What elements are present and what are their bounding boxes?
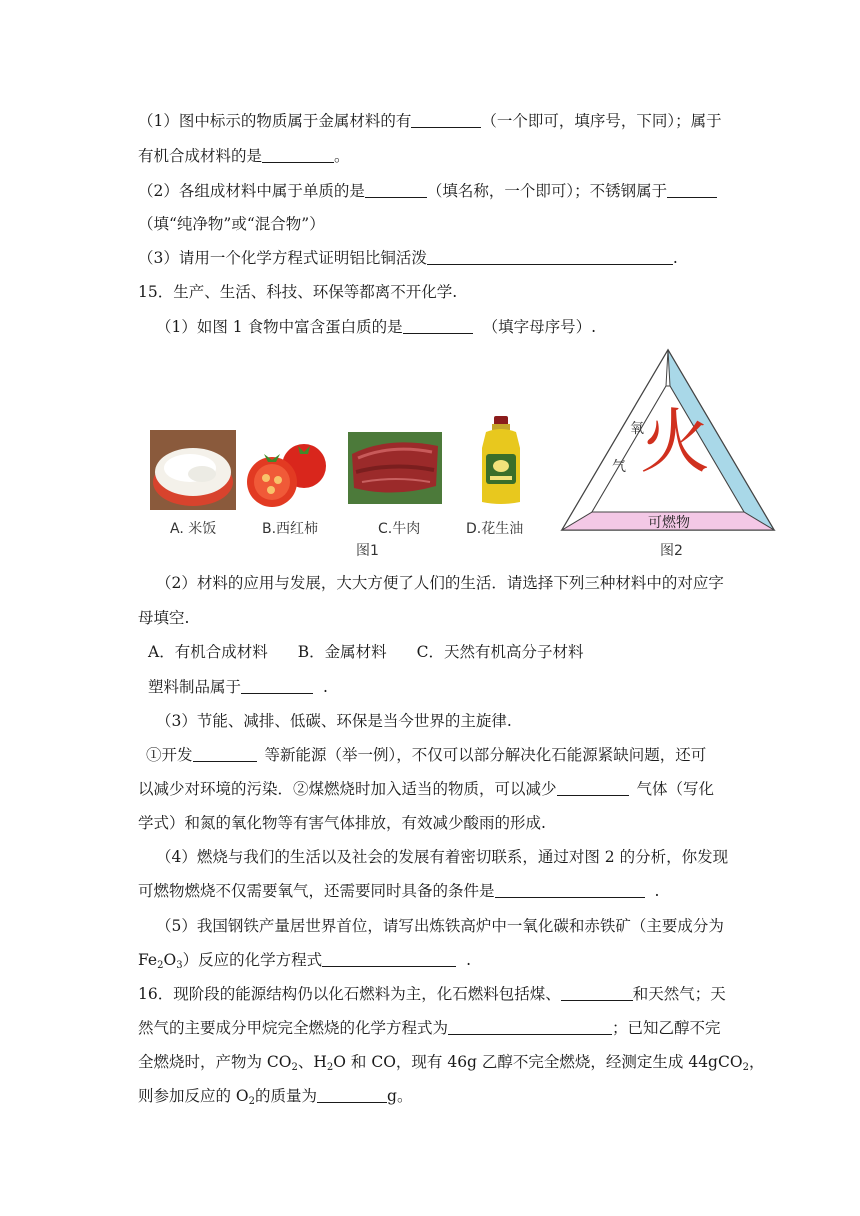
q15-p3-1-text-a: ①开发: [146, 746, 193, 764]
q14-p2-blank-element[interactable]: [365, 181, 427, 198]
q15-part3-line1: [146, 745, 706, 765]
q15-part3-line: [156, 711, 512, 731]
q15-p3-2-text-a: 以减少对环境的污染．②煤燃烧时加入适当的物质，可以减少: [138, 780, 557, 798]
fig1-caption: 图1: [356, 543, 379, 559]
q15-p2-text-a: （2）材料的应用与发展，大大方便了人们的生活．请选择下列三种材料中的对应字: [156, 574, 724, 592]
q14-p3-text-a: （3）请用一个化学方程式证明铝比铜活泼: [138, 249, 427, 267]
q15-p5-fe: Fe: [138, 951, 158, 969]
q15-option-c: C．天然有机高分子材料: [416, 643, 584, 661]
q15-p5-o: O: [163, 951, 177, 969]
q14-p3-blank-equation[interactable]: [427, 248, 673, 265]
q15-p1-text-b: （填字母序号）.: [482, 318, 597, 336]
q15-p3-1-text-b: 等新能源（举一例），不仅可以部分解决化石能源紧缺问题，还可: [264, 746, 707, 764]
q16-sub-3a: 2: [291, 1062, 298, 1073]
q16-text-1a: 16．现阶段的能源结构仍以化石燃料为主，化石燃料包括煤、: [138, 985, 561, 1003]
peanut-oil-image: [478, 414, 524, 506]
fig2-oxygen-char-1: 氧: [630, 421, 644, 437]
q15-p3-text: （3）节能、减排、低碳、环保是当今世界的主旋律.: [156, 712, 512, 730]
q15-p1-blank-protein[interactable]: [403, 317, 473, 334]
q16-text-1b: 和天然气；天: [632, 985, 726, 1003]
q16-sub-3b: 2: [326, 1062, 334, 1073]
q16-text-3a: 全燃烧时，产物为 CO: [138, 1053, 292, 1071]
q14-p1-blank-organic[interactable]: [262, 146, 334, 163]
q14-p2-text-a: （2）各组成材料中属于单质的是: [138, 182, 365, 200]
q15-part3-line3: [138, 813, 546, 833]
fig1-label-b: B.西红柿: [262, 521, 319, 537]
q15-part3-line2: [138, 779, 714, 799]
q15-p2-text-c: 塑料制品属于: [148, 678, 242, 696]
q15-p3-2-text-b: 气体（写化: [636, 780, 715, 798]
q16-line1: [138, 984, 726, 1004]
q15-p5-sub-2: 2: [157, 960, 164, 971]
q14-part2-line1: [138, 181, 717, 201]
q16-blank-fuel[interactable]: [561, 984, 633, 1001]
q14-p1-text-c: 有机合成材料的是: [138, 147, 263, 165]
q14-part1-line1: [138, 111, 722, 131]
q15-part2-line1: [156, 573, 724, 593]
q15-p2-text-b: 母填空.: [138, 609, 190, 627]
q15-options: [148, 642, 583, 662]
q15-p4-blank-condition[interactable]: [495, 881, 645, 898]
q15-p5-blank-equation[interactable]: [322, 950, 456, 967]
q15-p4-text-a: （4）燃烧与我们的生活以及社会的发展有着密切联系，通过对图 2 的分析，你发现: [156, 848, 729, 866]
q15-p5-sub-3: 3: [176, 960, 183, 971]
q16-text-4c: g。: [387, 1087, 413, 1105]
q16-text-3d: ，: [748, 1053, 765, 1071]
q16-text-3b: 、H: [297, 1053, 327, 1071]
q14-part1-line2: [138, 146, 350, 166]
q15-p5-text-b: ）反应的化学方程式: [182, 951, 323, 969]
beef-image: [348, 432, 442, 504]
q16-blank-mass[interactable]: [317, 1086, 387, 1103]
q15-p3-blank-gas[interactable]: [557, 779, 629, 796]
q15-part4-line1: [156, 847, 728, 867]
tomato-image: [244, 432, 330, 510]
q16-text-3c: O 和 CO，现有 46g 乙醇不完全燃烧，经测定生成 44gCO: [333, 1053, 743, 1071]
q16-line2: [138, 1018, 721, 1038]
fig2-fuel-label: 可燃物: [648, 515, 690, 531]
q15-option-b: B．金属材料: [297, 643, 387, 661]
q14-p1-text-a: （1）图中标示的物质属于金属材料的有: [138, 112, 412, 130]
q16-line4: [138, 1086, 412, 1106]
q15-p2-text-d: .: [323, 678, 328, 696]
q14-p2-text-c: （填“纯净物”或“混合物”）: [138, 215, 325, 233]
q16-text-2a: 然气的主要成分甲烷完全燃烧的化学方程式为: [138, 1019, 449, 1037]
fig2-fire-char: 火: [640, 401, 710, 483]
q15-part4-line2: [138, 881, 659, 901]
q14-part3-line: [138, 248, 678, 268]
q15-part5-line1: [156, 916, 724, 936]
q15-option-a: A．有机合成材料: [148, 643, 268, 661]
q15-p1-text-a: （1）如图 1 食物中富含蛋白质的是: [156, 318, 403, 336]
q16-line3: [138, 1052, 764, 1072]
q15-stem: [138, 282, 457, 302]
q16-sub-3c: 2: [742, 1062, 749, 1073]
q14-p2-blank-steel[interactable]: [667, 181, 717, 198]
q15-stem-text: 15．生产、生活、科技、环保等都离不开化学.: [138, 283, 458, 301]
fig1-label-a: A. 米饭: [170, 521, 217, 537]
q14-p3-text-b: .: [672, 249, 678, 267]
q15-p5-text-a: （5）我国钢铁产量居世界首位，请写出炼铁高炉中一氧化碳和赤铁矿（主要成分为: [156, 917, 724, 935]
q15-p4-text-b: 可燃物燃烧不仅需要氧气，还需要同时具备的条件是: [138, 882, 495, 900]
q15-part2-line3: [148, 677, 328, 697]
q15-p5-text-c: .: [466, 951, 472, 969]
q15-part1-line: [156, 317, 596, 337]
rice-image: [150, 430, 236, 510]
q15-part2-line2: [138, 608, 189, 628]
q14-p2-text-b: （填名称，一个即可）；不锈钢属于: [426, 182, 668, 200]
q15-p3-3-text: 学式）和氮的氧化物等有害气体排放，有效减少酸雨的形成.: [138, 814, 546, 832]
fig2-caption: 图2: [660, 543, 683, 559]
fig1-label-d: D.花生油: [466, 521, 524, 537]
q16-sub-4a: 2: [248, 1096, 256, 1107]
q16-text-2b: ；已知乙醇不完: [612, 1019, 721, 1037]
fig2-oxygen-char-2: 气: [612, 459, 626, 475]
q14-p1-text-d: 。: [334, 147, 350, 165]
q15-p4-text-c: .: [654, 882, 660, 900]
q15-part5-line2: [138, 950, 471, 970]
q15-p2-blank-plastic[interactable]: [241, 677, 313, 694]
fig1-label-c: C.牛肉: [378, 521, 421, 537]
q16-text-4b: 的质量为: [255, 1087, 318, 1105]
q14-p1-blank-metal[interactable]: [411, 111, 481, 128]
q16-text-4a: 则参加反应的 O: [138, 1087, 249, 1105]
q15-p3-blank-energy[interactable]: [193, 745, 257, 762]
q14-p1-text-b: （一个即可，填序号，下同）；属于: [481, 112, 722, 130]
q16-blank-equation[interactable]: [448, 1018, 612, 1035]
q14-part2-line2: [138, 214, 325, 234]
